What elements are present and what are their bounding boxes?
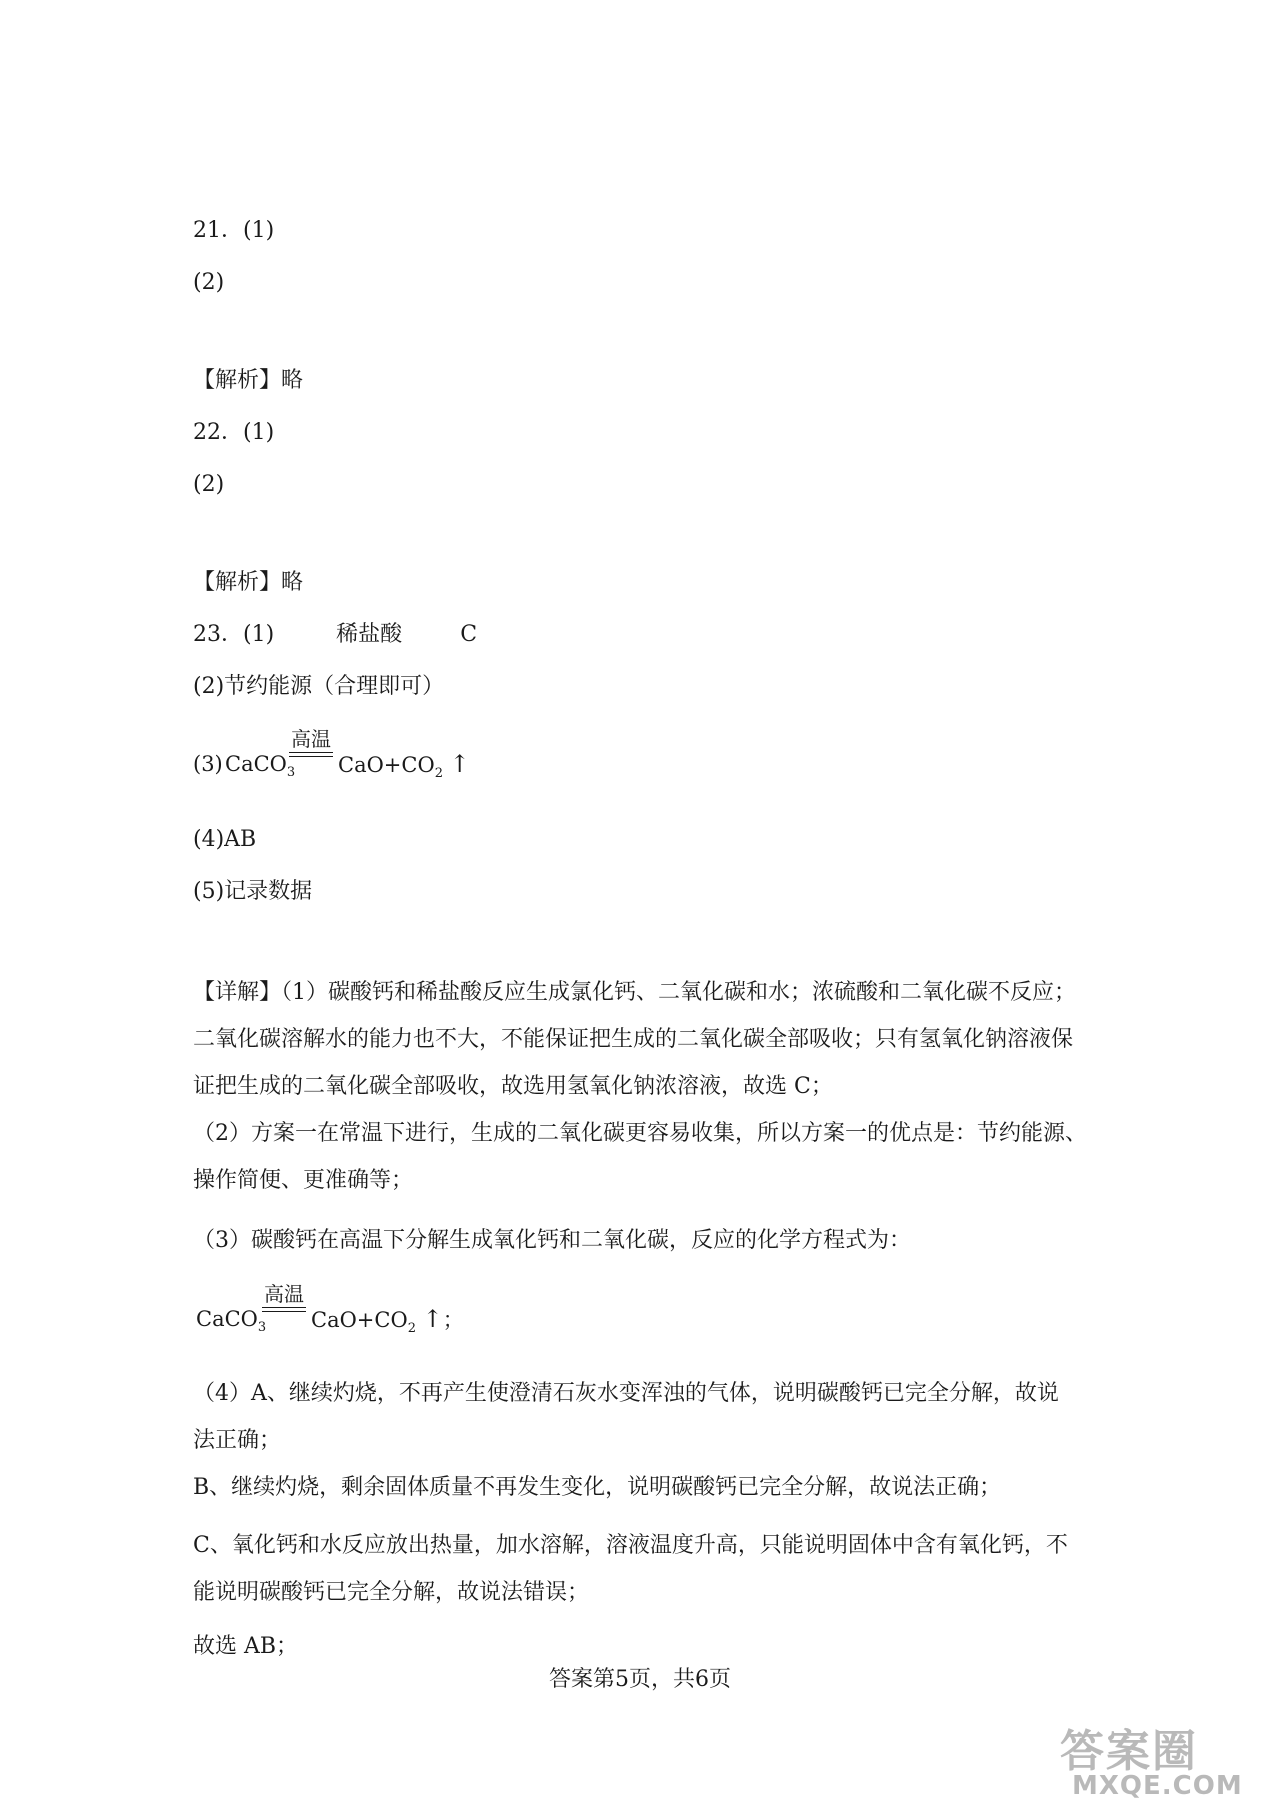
q23-answer-1a: 稀盐酸 (336, 622, 403, 647)
page-footer: 答案第5页，共6页 (549, 1667, 731, 1692)
watermark-top: 答案圈 (1060, 1726, 1198, 1777)
equation-reactant: CaCO$_3$ (196, 1307, 267, 1336)
q23-answer-2: (2)节约能源（合理即可） (193, 674, 445, 699)
detail-p6b: 能说明碳酸钙已完全分解，故说法错误； (193, 1580, 590, 1605)
detail-p1b: 二氧化碳溶解水的能力也不大，不能保证把生成的二氧化碳全部吸收；只有氢氧化钠溶液保 (193, 1027, 1074, 1052)
analysis-text: 略 (281, 368, 304, 393)
detail-p5: B、继续灼烧，剩余固体质量不再发生变化，说明碳酸钙已完全分解，故说法正确； (193, 1475, 1002, 1500)
q23-answer-1b: C (460, 622, 478, 647)
q23-number: 23．(1) (193, 622, 275, 647)
equation-product: $CaO+CO_2$ ↑ (338, 750, 470, 782)
detail-tag: 【详解】 (193, 980, 282, 1005)
detail-p6: C、氧化钙和水反应放出热量，加水溶解，溶液温度升高，只能说明固体中含有氧化钙，不 (193, 1533, 1068, 1558)
detail-p4b: 法正确； (193, 1428, 282, 1453)
detail-p2b: 操作简便、更准确等； (193, 1168, 414, 1193)
q21-label: 21．(1) (193, 218, 275, 243)
q23-answer-3-prefix: (3) (193, 752, 223, 776)
watermark-bottom: MXQE.COM (1072, 1771, 1243, 1801)
analysis-text: 略 (281, 570, 304, 595)
gas-arrow: ↑ (449, 750, 470, 778)
equation-condition: 高温 (264, 1282, 304, 1306)
equation-reactant: CaCO$_3$ (225, 752, 296, 781)
q21-part2: (2) (193, 270, 225, 295)
detail-p1c: 证把生成的二氧化碳全部吸收，故选用氢氧化钠浓溶液，故选 C； (193, 1074, 833, 1099)
detail-p7: 故选 AB； (193, 1634, 299, 1659)
detail-p1: 【详解】（1）碳酸钙和稀盐酸反应生成氯化钙、二氧化碳和水；浓硫酸和二氧化碳不反应； (193, 980, 1077, 1005)
q22-part2: (2) (193, 472, 225, 497)
detail-p4: （4）A、继续灼烧，不再产生使澄清石灰水变浑浊的气体，说明碳酸钙已完全分解，故说 (193, 1381, 1059, 1406)
analysis-tag: 【解析】 (193, 570, 282, 595)
q22-label: 22．(1) (193, 420, 275, 445)
q22-analysis (193, 568, 303, 598)
q23-answer-5: (5)记录数据 (193, 879, 313, 904)
watermark-logo (1042, 1715, 1252, 1805)
analysis-tag: 【解析】 (193, 368, 282, 393)
q23-label (193, 620, 477, 650)
equation-product: $CaO+CO_2$ ↑； (311, 1305, 464, 1337)
q21-analysis (193, 366, 303, 396)
gas-arrow: ↑ (422, 1305, 443, 1333)
detail-p2: （2）方案一在常温下进行，生成的二氧化碳更容易收集，所以方案一的优点是：节约能源、 (193, 1121, 1088, 1146)
detail-p3: （3）碳酸钙在高温下分解生成氧化钙和二氧化碳，反应的化学方程式为： (193, 1228, 911, 1253)
q23-answer-4: (4)AB (193, 827, 257, 852)
equation-condition: 高温 (291, 727, 331, 751)
